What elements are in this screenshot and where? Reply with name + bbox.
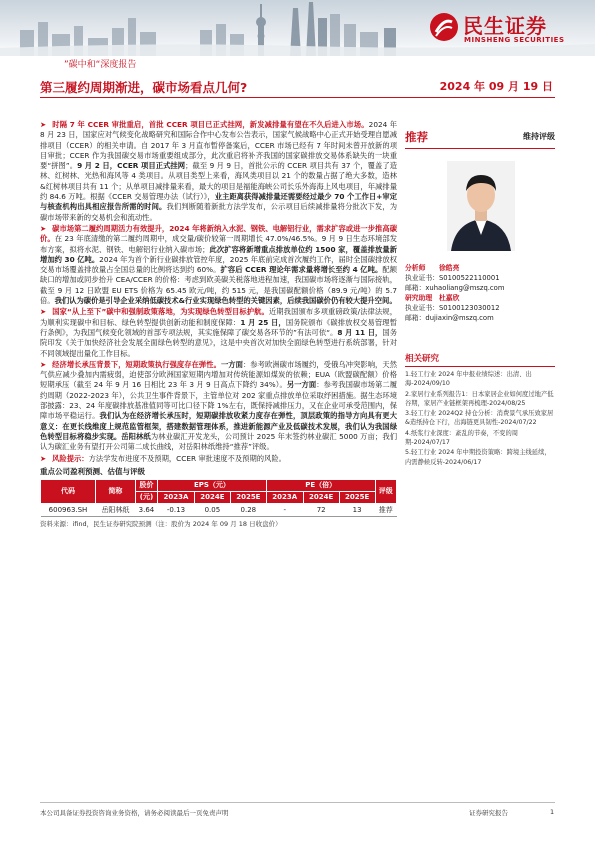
recommendation-label: 推荐: [405, 130, 428, 144]
paragraph-policy: [40, 307, 397, 358]
analyst-entry: [405, 263, 555, 293]
cell-name: 岳阳林纸: [96, 503, 136, 516]
cell-rating: 推荐: [375, 503, 396, 516]
paragraph-bold: 9 月 2 日，CCER 项目正式挂网: [77, 161, 186, 171]
paragraph-bold: 此次扩容将新增重点排放单位约 1500 家，覆盖排放量新增加约 30 亿吨。: [40, 244, 398, 264]
paragraph-text: ；截至 9 月 9 日，首批公示的 CCER 项目共有 37 个，覆盖了造林、红树林、光热和海风等 4 类项目。从项目类型上来看，海风类项目以 21 个的数量占据了绝大多数，造林&红树林项目共有 11 个；从单项目减排量来看，最大的项目是福能海峡公司长乐外海海上风电项目，年减排量约 84.6 万吨。根据《CCER 交易管理办法（试行）》，: [40, 161, 397, 202]
col-eps: EPS（元）: [158, 479, 267, 491]
analyst-photo: [447, 161, 515, 251]
paragraph-bold: 扩容后 CCER 理论年需求量将增长至约 4 亿吨。: [220, 265, 383, 275]
related-link[interactable]: 4.纸浆行业深度：紊乱的节奏，不变的周期-2024/07/17: [405, 429, 519, 447]
analyst-email[interactable]: xuhaoliang@mszq.com: [425, 284, 505, 292]
paragraph-text: 2024 年 8 月 23 日，国家应对气候变化战略研究和国际合作中心发布公告表示，国家气候战略中心正式开始受理自愿减排项目（CCER）的相关申请。自 2017 年 3 月直布暂停备案后，CCER 市场已经有 7 年时间未曾开放新的项目审批；CCER 作为我国碳交易市场重要组成部分，此次重启将补齐我国的国家碳排放交易体系缺失的一块重要“拼图”。: [40, 120, 397, 171]
paragraph-risk: [40, 454, 397, 464]
paragraph-ccer-restart: [40, 120, 397, 223]
report-title: 第三履约周期渐进，碳市场看点几何?: [40, 80, 248, 95]
analyst-name: 徐皓亮: [439, 264, 460, 272]
analyst-entry: [405, 293, 555, 323]
rating-label: 维持评级: [523, 132, 555, 141]
logo-english-text: MINSHENG SECURITIES: [464, 36, 565, 44]
paragraph-text: ：参考欧洲碳市场履约，受俄乌冲突影响，天然气供应减少叠加内需疲弱，迫使部分欧洲国家短期内增加对传统能源如煤炭的依赖；EUA（欧盟碳配额）价格短期承压（截至 24 年 9 月 16 日相比 23 年 3 月 9 日高点下降约 34%）。: [40, 359, 398, 390]
col-pe-2025: 2025E: [339, 491, 375, 503]
analyst-list: [405, 263, 555, 323]
col-pe-2023: 2023A: [266, 491, 303, 503]
table-row: [41, 503, 397, 516]
report-date: 2024 年 09 月 19 日: [439, 80, 553, 93]
analyst-email[interactable]: dujiaxin@mszq.com: [425, 314, 494, 322]
related-link[interactable]: 5.轻工行业 2024 年中期投资策略：跨境主线延续，内需静候反转-2024/06/17: [405, 449, 551, 466]
paragraph-lead: 经济增长承压背景下，短期政策执行强度存在弹性。: [52, 359, 221, 369]
rating-header: [405, 125, 555, 149]
paragraph-bold: 8 月 11 日，: [337, 327, 383, 337]
paragraph-text: 2024 年为首个新行业碳排放管控年度，2025 年底前完成首次履约工作，届时全国碳排放权交易市场覆盖排放量占全国总量的比例将达到约 60%。: [40, 254, 397, 275]
col-price: 股价: [135, 479, 157, 491]
paragraph-text: 国务院颁布《碳排放权交易管理暂行条例》，为我国气候变化领域的首部专项法规，其实施保障了碳交易各环节的”有法可依“。: [40, 317, 398, 337]
paragraph-bold: 业主距离获得减排量还需要经过最少 70 个工作日+审定与核查机构出具相应报告所需的时间。: [40, 192, 397, 212]
paragraph-bold: 我们认为碳价是引导企业采纳低碳技术&行业实现绿色转型的关键因素，后续我国碳价仍有较大提升空间。: [54, 296, 397, 306]
main-content: [40, 120, 397, 528]
col-code: 代码: [41, 479, 96, 503]
paragraph-text: 在 23 年底清缴的第二履约周期中，成交量/碳价较第一周期增长 47.0%/46.5%。9 月 9 日生态环境部发布方案，拟将水泥、钢铁、电解铝行业纳入碳市场；: [40, 234, 398, 254]
col-eps-2023: 2023A: [158, 491, 195, 503]
col-eps-2024: 2024E: [194, 491, 230, 503]
paragraph-lead: 风险提示：: [52, 453, 89, 463]
cell-eps-2023: -0.13: [158, 503, 195, 516]
paragraph-bold: 1 月 25 日，: [240, 317, 286, 327]
minsheng-logo-icon: [429, 12, 459, 42]
paragraph-lead: 国家“从上至下”碳中和强制政策落地，为实现绿色转型目标护航。: [52, 307, 269, 317]
paragraph-bold: 另一方面: [286, 380, 317, 390]
email-label: 邮箱：: [405, 284, 426, 292]
forecast-table: [40, 479, 397, 517]
paragraph-second-period: [40, 224, 397, 306]
table-title: 重点公司盈利预测、估值与评级: [40, 466, 145, 476]
paragraph-bold: 一方面: [220, 359, 243, 369]
company-logo: [429, 10, 579, 50]
logo-chinese-text: 民生证券: [463, 14, 547, 38]
col-rating: 评级: [375, 479, 396, 503]
analyst-name: 杜嘉欣: [439, 294, 460, 302]
related-link[interactable]: 1.轻工行业 2024 年中报业绩综述：出清、出海-2024/09/10: [405, 371, 532, 388]
related-link[interactable]: 3.轻工行业 2024Q2 持仓分析：消费景气承压致家居&造纸持仓下行，出海链更具韧性-2024/07/22: [405, 410, 554, 427]
sidebar: [405, 125, 555, 466]
paragraph-text: 近期我国颁布多项重磅政策/法律法规，为顺利实现碳中和目标、绿色转型提供创新动能和制度保障：: [40, 307, 397, 327]
report-series: ”碳中和“深度报告: [64, 60, 137, 70]
paragraph-text: 国务院印发《关于加快经济社会发展全面绿色转型的意见》，这是中央首次对加快全面绿色转型进行系统部署，针对不同领域提出量化工作目标。: [40, 327, 398, 358]
bullet-arrow-icon: ➤: [40, 307, 47, 317]
paragraph-text: ：参考我国碳市场第二履约周期（2022-2023 年），公共卫生事件背景下，主管单位对 202 家重点排放单位采取纾困措施。据生态环境部披露：23、24 年度碳排放基准值同等可比口径下降 1%左右，既保持减排压力，又在企业可承受范围内，保障市场平稳运行。: [40, 380, 397, 421]
cell-eps-2024: 0.05: [194, 503, 230, 516]
col-pe-2024: 2024E: [303, 491, 339, 503]
cert-label: 执业证书：: [405, 274, 439, 282]
paragraph-bold: 我们认为在经济增长承压时，短期碳排放收紧力度存在弹性，顶层政策的指导方向具有更大意义：在更长线维度上规范监管框架，搭建数据管理体系，推进新能源产业及低碳技术发展，我们认为我国绿色转型目标将稳步实现。岳阳林纸: [40, 411, 398, 441]
footer-divider: [40, 802, 555, 803]
related-link[interactable]: 2.家居行业系列报告1：日本家居企业如何度过地产低谷期，家居产业链框架再梳理-2024/08/25: [405, 390, 554, 407]
header-banner: [0, 0, 595, 56]
bullet-arrow-icon: ➤: [40, 223, 47, 233]
email-label: 邮箱：: [405, 314, 426, 322]
analyst-cert: S0100522110001: [438, 274, 500, 282]
related-research-title: 相关研究: [405, 352, 555, 367]
footer-report-type: 证券研究报告: [469, 809, 508, 817]
paragraph-text: 配额缺口的增加或同步抬升 CEA/CCER 的价格：考虑到欧美碳关税落地进程加速，我国碳市场将逐渐与国际接轨，截至 9 月 12 日欧盟 EU ETS 价格为 65.45 欧元/吨，约 515 元，是我国碳配额价格（89.9 元/吨）的 5.7 倍。: [40, 265, 397, 306]
page-number: 1: [550, 808, 555, 816]
analyst-role: 研究助理: [405, 294, 433, 302]
paragraph-lead: 时隔 7 年 CCER 审批重启，首批 CCER 项目已正式挂网，新发减排量有望在不久后进入市场。: [52, 120, 369, 129]
bullet-arrow-icon: ➤: [40, 359, 47, 369]
cert-label: 执业证书：: [405, 304, 439, 312]
cell-pe-2024: 72: [303, 503, 339, 516]
paragraph-text: 方法学发布进度不及预期，CCER 审批速度不及预期的风险。: [88, 453, 286, 463]
paragraph-lead: 碳市场第二履约周期活力有效提升，2024 年将新纳入水泥、钢铁、电解铝行业，需求扩容或进一步推高碳价。: [40, 223, 397, 244]
analyst-cert: S0100123030012: [438, 304, 500, 312]
table-source: 资料来源：ifind，民生证券研究院预测（注：股价为 2024 年 09 月 18 日收盘价）: [40, 519, 282, 528]
paragraph-text: 为林业碳汇开发龙头，公司预计 2025 年末签约林业碳汇 5000 万亩；我们认为碳汇业务有望打开公司第二成长曲线，对岳阳林纸维持“推荐”评级。: [40, 431, 397, 452]
cell-pe-2025: 13: [339, 503, 375, 516]
col-pe: PE（倍）: [266, 479, 375, 491]
footer-disclaimer: 本公司具备证券投资咨询业务资格，请务必阅读最后一页免责声明: [40, 809, 229, 817]
bullet-arrow-icon: ➤: [40, 120, 47, 129]
table-header-row: [41, 479, 397, 491]
analyst-role: 分析师: [405, 264, 426, 272]
cell-pe-2023: -: [266, 503, 303, 516]
related-research: [405, 352, 555, 468]
col-eps-2025: 2025E: [230, 491, 266, 503]
cell-eps-2025: 0.28: [230, 503, 266, 516]
paragraph-text: 我们判断随着新批方法学发布，公示项目后续减排量将分批次下发，为碳市场带来新的交易机会和流动性。: [40, 202, 398, 222]
bullet-arrow-icon: ➤: [40, 453, 47, 463]
col-name: 简称: [96, 479, 136, 503]
paragraph-economy: [40, 360, 397, 453]
cell-price: 3.64: [135, 503, 157, 516]
title-row: [40, 74, 555, 98]
cell-code: 600963.SH: [41, 503, 96, 516]
col-price-unit: (元): [135, 491, 157, 503]
